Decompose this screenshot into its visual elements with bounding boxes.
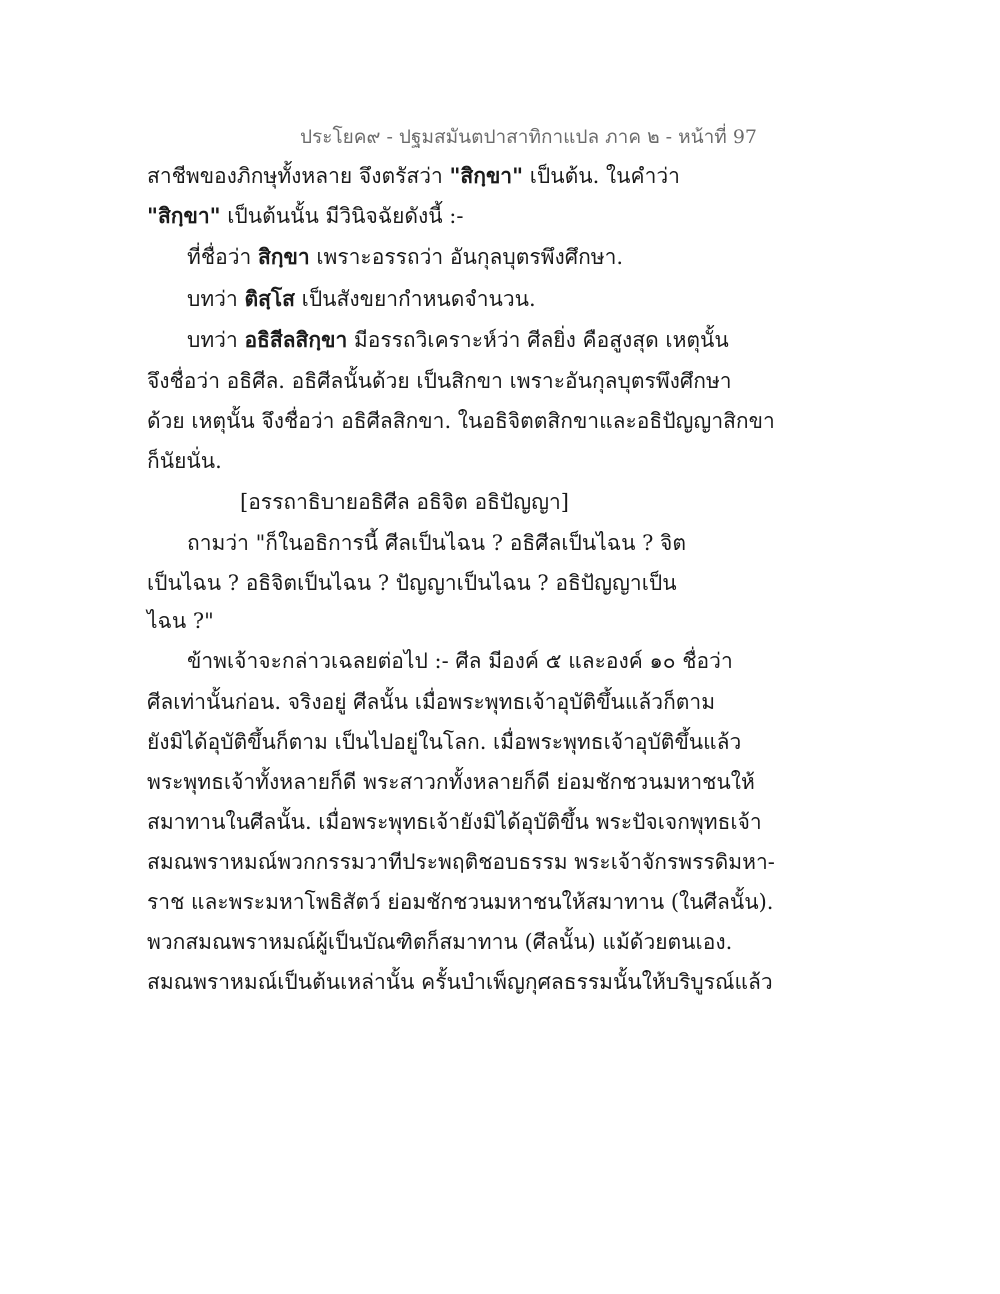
- text-line: สมณพราหมณ์พวกกรรมวาทีประพฤติชอบธรรม พระเจ้าจักรพรรดิมหา-: [147, 850, 775, 874]
- text-line: พวกสมณพราหมณ์ผู้เป็นบัณฑิตก็สมาทาน (ศีลนั้น) แม้ด้วยตนเอง.: [147, 930, 733, 954]
- text-line: เป็นไฉน ? อธิจิตเป็นไฉน ? ปัญญาเป็นไฉน ? อธิปัญญาเป็น: [147, 571, 677, 595]
- text-line: พระพุทธเจ้าทั้งหลายก็ดี พระสาวกทั้งหลายก็ดี ย่อมชักชวนมหาชนให้: [147, 770, 755, 794]
- text-line: สมาทานในศีลนั้น. เมื่อพระพุทธเจ้ายังมิได้อุบัติขึ้น พระปัจเจกพุทธเจ้า: [147, 810, 762, 834]
- text-line: ยังมิได้อุบัติขึ้นก็ตาม เป็นไปอยู่ในโลก. เมื่อพระพุทธเจ้าอุบัติขึ้นแล้ว: [147, 730, 742, 754]
- text-line: ข้าพเจ้าจะกล่าวเฉลยต่อไป :- ศีล มีองค์ ๕ และองค์ ๑๐ ชื่อว่า: [187, 649, 733, 673]
- text-line: ถามว่า "ก็ในอธิการนี้ ศีลเป็นไฉน ? อธิศีลเป็นไฉน ? จิต: [187, 531, 686, 555]
- section-heading: [อรรถาธิบายอธิศีล อธิจิต อธิปัญญา]: [240, 490, 569, 514]
- text-line: ที่ชื่อว่า สิกฺขา เพราะอรรถว่า อันกุลบุตรพึงศึกษา.: [187, 244, 624, 269]
- text-line: ไฉน ?": [147, 609, 214, 633]
- text-line: บทว่า ติสฺโส เป็นสังขยากำหนดจำนวน.: [187, 286, 536, 311]
- text-line: บทว่า อธิสีลสิกฺขา มีอรรถวิเคราะห์ว่า ศีลยิ่ง คือสูงสุด เหตุนั้น: [187, 327, 729, 352]
- text-line: "สิกฺขา" เป็นต้นนั้น มีวินิจฉัยดังนี้ :-: [147, 203, 464, 228]
- text-line: สาชีพของภิกษุทั้งหลาย จึงตรัสว่า "สิกฺขา" เป็นต้น. ในคำว่า: [147, 163, 680, 188]
- text-line: สมณพราหมณ์เป็นต้นเหล่านั้น ครั้นบำเพ็ญกุศลธรรมนั้นให้บริบูรณ์แล้ว: [147, 970, 773, 994]
- text-line: ราช และพระมหาโพธิสัตว์ ย่อมชักชวนมหาชนให้สมาทาน (ในศีลนั้น).: [147, 890, 774, 914]
- page-header: ประโยค๙ - ปฐมสมันตปาสาทิกาแปล ภาค ๒ - หน้าที่ 97: [300, 126, 758, 148]
- text-line: ศีลเท่านั้นก่อน. จริงอยู่ ศีลนั้น เมื่อพระพุทธเจ้าอุบัติขึ้นแล้วก็ตาม: [147, 690, 716, 714]
- text-line: ด้วย เหตุนั้น จึงชื่อว่า อธิศีลสิกขา. ในอธิจิตตสิกขาและอธิปัญญาสิกขา: [147, 409, 775, 433]
- text-line: จึงชื่อว่า อธิศีล. อธิศีลนั้นด้วย เป็นสิกขา เพราะอันกุลบุตรพึงศึกษา: [147, 369, 732, 393]
- text-line: ก็นัยนั่น.: [147, 449, 222, 473]
